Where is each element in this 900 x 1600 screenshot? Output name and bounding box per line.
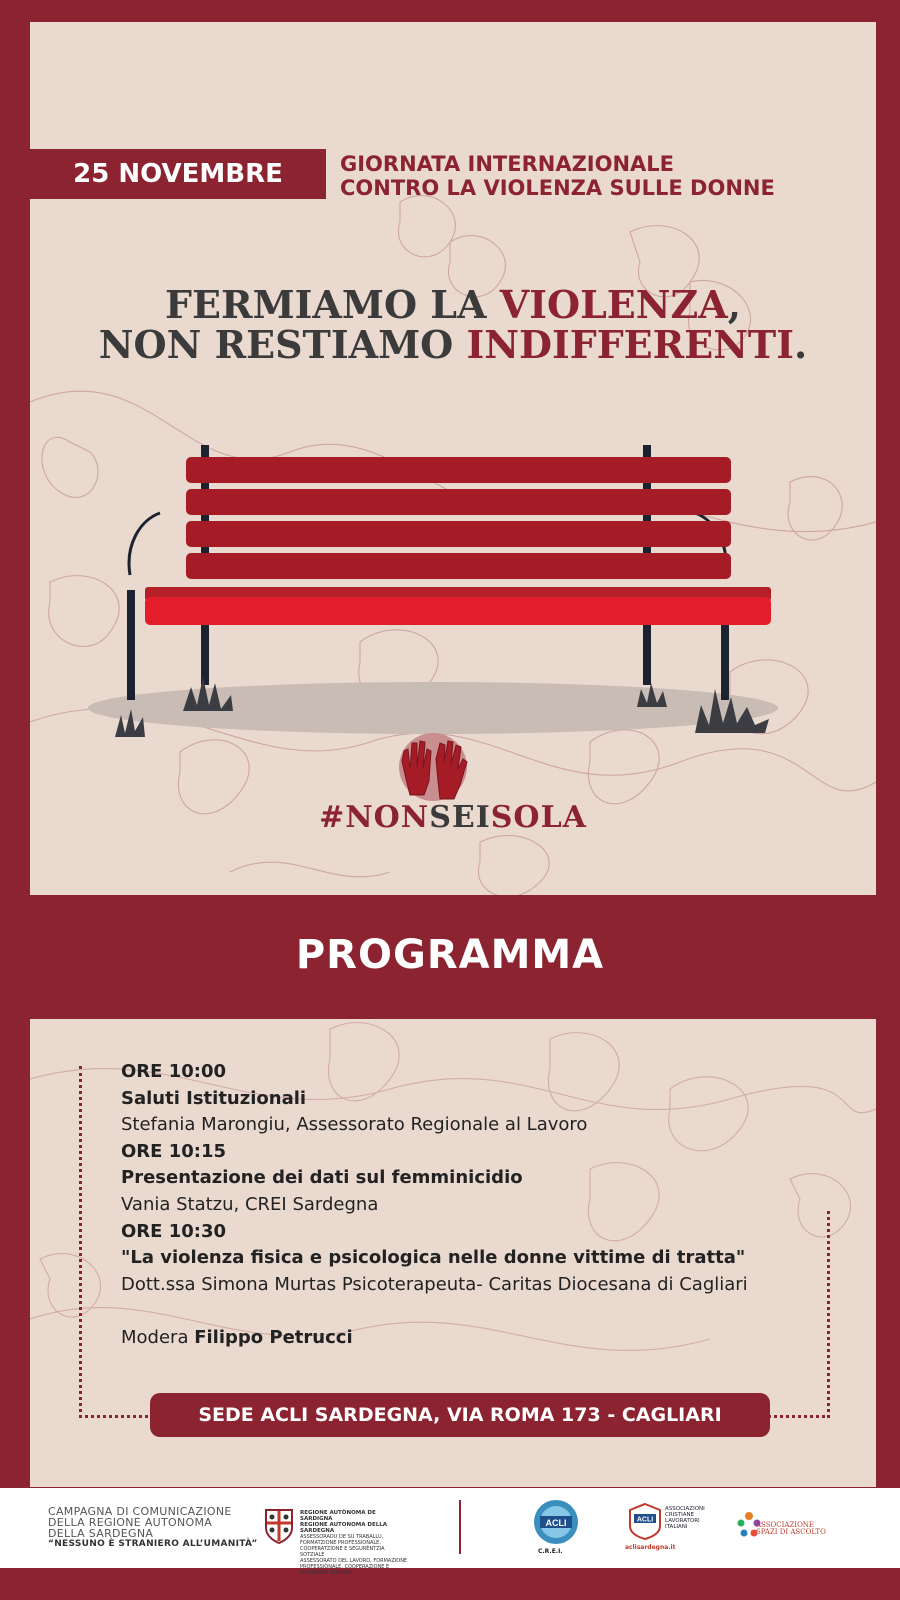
bench-slat-2: [186, 489, 731, 515]
regione-text: [300, 1510, 410, 1576]
campaign-line1: CAMPAGNA DI COMUNICAZIONE: [48, 1505, 232, 1518]
regione-sardegna-crest-icon: [264, 1508, 294, 1544]
headline-line2-plain: NON RESTIAMO: [98, 322, 467, 367]
regione-line1: REGIONE AUTÒNOMA DE SARDIGNA: [300, 1510, 376, 1522]
grass-tuft-right-small: [637, 683, 667, 707]
moderator-label: Modera: [121, 1326, 195, 1348]
program-item-3-time: ORE 10:30: [121, 1220, 227, 1242]
headline-line1-plain: FERMIAMO LA: [165, 282, 500, 327]
section-title-programma: PROGRAMMA: [295, 932, 605, 978]
program-panel: [30, 1019, 876, 1487]
svg-text:ACLI: ACLI: [545, 1518, 567, 1528]
raised-hands-icon: [392, 729, 474, 811]
event-title: [340, 152, 775, 200]
hashtag-part2: SEI: [429, 800, 491, 835]
campaign-line4: “NESSUNO È STRANIERO ALL’UMANITÀ”: [48, 1539, 258, 1549]
headline-line2: [30, 322, 876, 367]
program-item-1-title: Saluti Istituzionali: [121, 1087, 307, 1109]
crei-acli-logo: [530, 1498, 582, 1548]
sponsor-footer: [0, 1488, 900, 1576]
program-item-1-time: ORE 10:00: [121, 1061, 227, 1082]
campaign-text: [48, 1506, 258, 1550]
bench-slat-1: [186, 457, 731, 483]
dotted-frame-right: [763, 1211, 830, 1418]
spazi-line2: SPAZI DI ASCOLTO: [756, 1528, 826, 1536]
crei-label: C.R.E.I.: [538, 1548, 563, 1555]
program-item-2-time: ORE 10:15: [121, 1140, 227, 1162]
hashtag-part1: #NON: [319, 800, 430, 835]
spazi-text: [756, 1522, 826, 1536]
headline-line2-accent: INDIFFERENTI: [466, 322, 794, 367]
svg-text:ACLI: ACLI: [636, 1516, 654, 1524]
regione-line3: ASSESSORADU DE SU TRABALLU, FORMATZIONE PROFESSIONALE, COOPERATZIONE E SEGURÈNTZIA SOTZIALE: [300, 1534, 385, 1558]
program-list: [121, 1059, 748, 1352]
top-panel: [30, 22, 876, 895]
acli-logo: [628, 1502, 662, 1540]
bench-seat: [145, 597, 771, 625]
campaign-line2: DELLA REGIONE AUTONOMA: [48, 1516, 213, 1529]
footer-divider: [459, 1500, 461, 1554]
program-item-2-speaker: Vania Statzu, CREI Sardegna: [121, 1193, 379, 1215]
program-item-3-title: "La violenza fisica e psicologica nelle donne vittime di tratta": [121, 1247, 746, 1269]
headline-line1-end: ,: [727, 282, 741, 327]
hashtag-part3: SOLA: [490, 800, 587, 835]
headline: [30, 282, 876, 367]
bench-leg-front-left: [127, 590, 135, 700]
bench-arm-left: [129, 513, 160, 575]
campaign-line3: DELLA SARDEGNA: [48, 1527, 154, 1540]
venue-badge: SEDE ACLI SARDEGNA, VIA ROMA 173 - CAGLIARI: [150, 1393, 770, 1437]
spacer: [121, 1298, 748, 1325]
regione-line2: REGIONE AUTONOMA DELLA SARDEGNA: [300, 1522, 387, 1534]
moderator-line: [121, 1325, 748, 1352]
regione-line4: ASSESSORATO DEL LAVORO, FORMAZIONE PROFESSIONALE, COOPERAZIONE E SICUREZZA SOCIALE: [300, 1558, 408, 1576]
headline-line1-accent: VIOLENZA: [499, 282, 728, 327]
program-item-2-title: Presentazione dei dati sul femminicidio: [121, 1167, 523, 1189]
bench-slat-3: [186, 521, 731, 547]
program-item-3-speaker: Dott.ssa Simona Murtas Psicoterapeuta- Caritas Diocesana di Cagliari: [121, 1273, 748, 1295]
acli-text: ASSOCIAZIONI CRISTIANE LAVORATORI ITALIANI: [665, 1506, 705, 1530]
event-title-line2: CONTRO LA VIOLENZA SULLE DONNE: [340, 176, 775, 200]
headline-line1: [30, 282, 876, 327]
event-title-line1: GIORNATA INTERNAZIONALE: [340, 152, 675, 176]
program-item-1-speaker: Stefania Marongiu, Assessorato Regionale al Lavoro: [121, 1114, 588, 1136]
hashtag-nonseisola: [30, 800, 876, 835]
acli-url: aclisardegna.it: [625, 1544, 676, 1551]
spazi-line1: ASSOCIAZIONE: [756, 1521, 815, 1529]
headline-line2-end: .: [793, 322, 808, 367]
bench-slat-4: [186, 553, 731, 579]
moderator-name: Filippo Petrucci: [194, 1326, 353, 1348]
red-bench-illustration: [85, 425, 785, 745]
date-tab: 25 NOVEMBRE: [30, 149, 326, 199]
